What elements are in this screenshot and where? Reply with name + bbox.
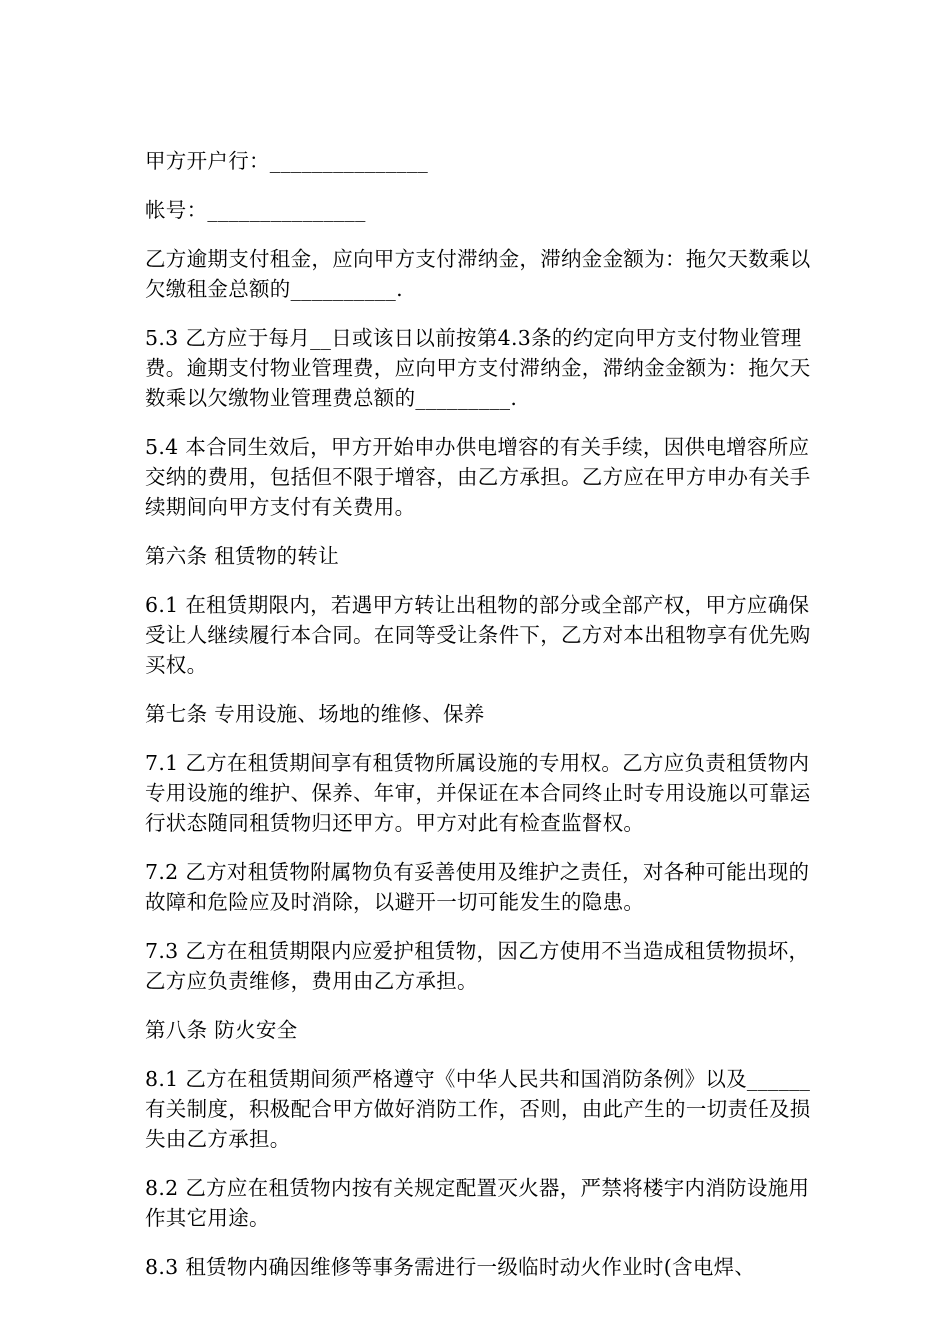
clause-5-4: 5.4 本合同生效后，甲方开始申办供电增容的有关手续，因供电增容所应交纳的费用，包括但不限于增容，由乙方承担。乙方应在甲方申办有关手续期间向甲方支付有关费用。	[145, 435, 811, 519]
document-body	[145, 146, 815, 1301]
clause-5-3: 5.3 乙方应于每月__日或该日以前按第4.3条的约定向甲方支付物业管理费。逾期支付物业管理费，应向甲方支付滞纳金，滞纳金金额为：拖欠天数乘以欠缴物业管理费总额的_________.	[145, 326, 811, 410]
clause-7-2: 7.2 乙方对租赁物附属物负有妥善使用及维护之责任，对各种可能出现的故障和危险应及时消除，以避开一切可能发生的隐患。	[145, 860, 810, 914]
article-6-heading: 第六条 租赁物的转让	[145, 544, 340, 568]
clause-7-3: 7.3 乙方在租赁期限内应爱护租赁物，因乙方使用不当造成租赁物损坏，乙方应负责维修，费用由乙方承担。	[145, 939, 810, 993]
clause-6-1: 6.1 在租赁期限内，若遇甲方转让出租物的部分或全部产权，甲方应确保受让人继续履行本合同。在同等受让条件下，乙方对本出租物享有优先购买权。	[145, 593, 811, 677]
article-7-heading: 第七条 专用设施、场地的维修、保养	[145, 702, 485, 726]
late-rent-penalty-paragraph: 乙方逾期支付租金，应向甲方支付滞纳金，滞纳金金额为：拖欠天数乘以欠缴租金总额的__________.	[145, 247, 811, 301]
clause-8-3: 8.3 租赁物内确因维修等事务需进行一级临时动火作业时(含电焊、	[145, 1255, 756, 1279]
account-number-line: 帐号：_______________	[145, 198, 366, 222]
clause-7-1: 7.1 乙方在租赁期间享有租赁物所属设施的专用权。乙方应负责租赁物内专用设施的维护、保养、年审，并保证在本合同终止时专用设施以可靠运行状态随同租赁物归还甲方。甲方对此有检查监督权。	[145, 751, 811, 835]
article-8-heading: 第八条 防火安全	[145, 1018, 298, 1042]
clause-8-1: 8.1 乙方在租赁期间须严格遵守《中华人民共和国消防条例》以及______有关制度，积极配合甲方做好消防工作，否则，由此产生的一切责任及损失由乙方承担。	[145, 1067, 811, 1151]
clause-8-2: 8.2 乙方应在租赁物内按有关规定配置灭火器，严禁将楼宇内消防设施用作其它用途。	[145, 1176, 810, 1230]
bank-account-opening-line: 甲方开户行：_______________	[145, 149, 429, 173]
